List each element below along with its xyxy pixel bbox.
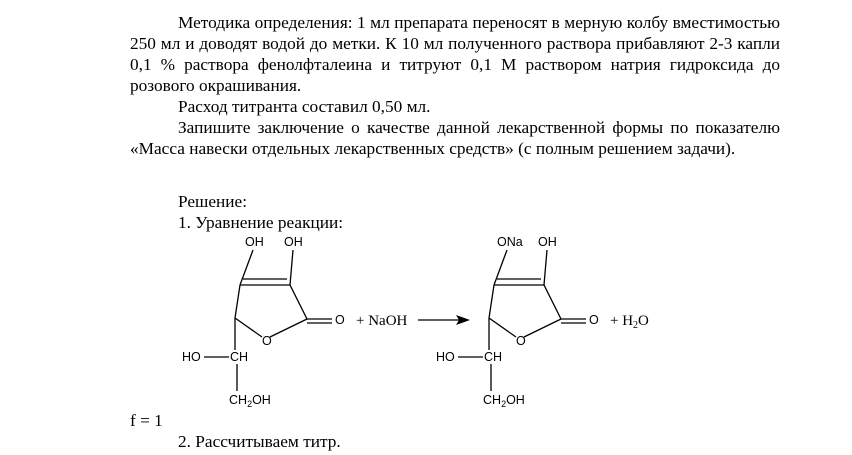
product-oh-right: OH	[538, 235, 557, 249]
reaction-arrow	[418, 315, 470, 325]
step-2-heading: 2. Рассчитываем титр.	[178, 432, 341, 451]
reactant-ring-o: O	[262, 334, 272, 348]
reactant-carbonyl-o: O	[335, 313, 345, 327]
product-ch2oh: $CH_2OH$	[483, 393, 525, 409]
product-ring-o: O	[516, 334, 526, 348]
factor-line: f = 1	[130, 411, 163, 430]
step-1-heading: 1. Уравнение реакции:	[178, 213, 344, 232]
method-paragraph: Методика определения: 1 мл препарата переносят в мерную колбу вместимостью 250 мл и доводят водой до метки. К 10 мл полученного раствора прибавляют 2-3 капли 0,1 % раствора фенолфталеина и титруют 0,1 М раствором натрия гидроксида до розового окрашивания.	[130, 13, 780, 95]
product-ho: HO	[436, 350, 455, 364]
titrant-paragraph: Расход титранта составил 0,50 мл.	[178, 97, 431, 116]
solution-heading: Решение:	[178, 192, 247, 211]
reactant-labels	[182, 235, 345, 409]
reactant-ch2oh: $CH_2OH$	[229, 393, 271, 409]
product-ch: CH	[484, 350, 503, 364]
product-carbonyl-o: O	[589, 313, 599, 327]
task-paragraph: Запишите заключение о качестве данной лекарственной формы по показателю «Масса навески отдельных лекарственных средств» (с полным решением задачи).	[130, 118, 780, 158]
reactant-oh-right: OH	[284, 235, 303, 249]
reactant-oh-left: OH	[245, 235, 264, 249]
reagent-naoh: + NaOH	[356, 313, 408, 329]
reactant-ho: HO	[182, 350, 201, 364]
reactant-bonds	[204, 250, 332, 391]
product-ona: ONa	[497, 235, 523, 249]
byproduct-water: + $H_2O$	[610, 313, 649, 331]
reactant-ch: CH	[230, 350, 249, 364]
product-bonds	[458, 250, 586, 391]
